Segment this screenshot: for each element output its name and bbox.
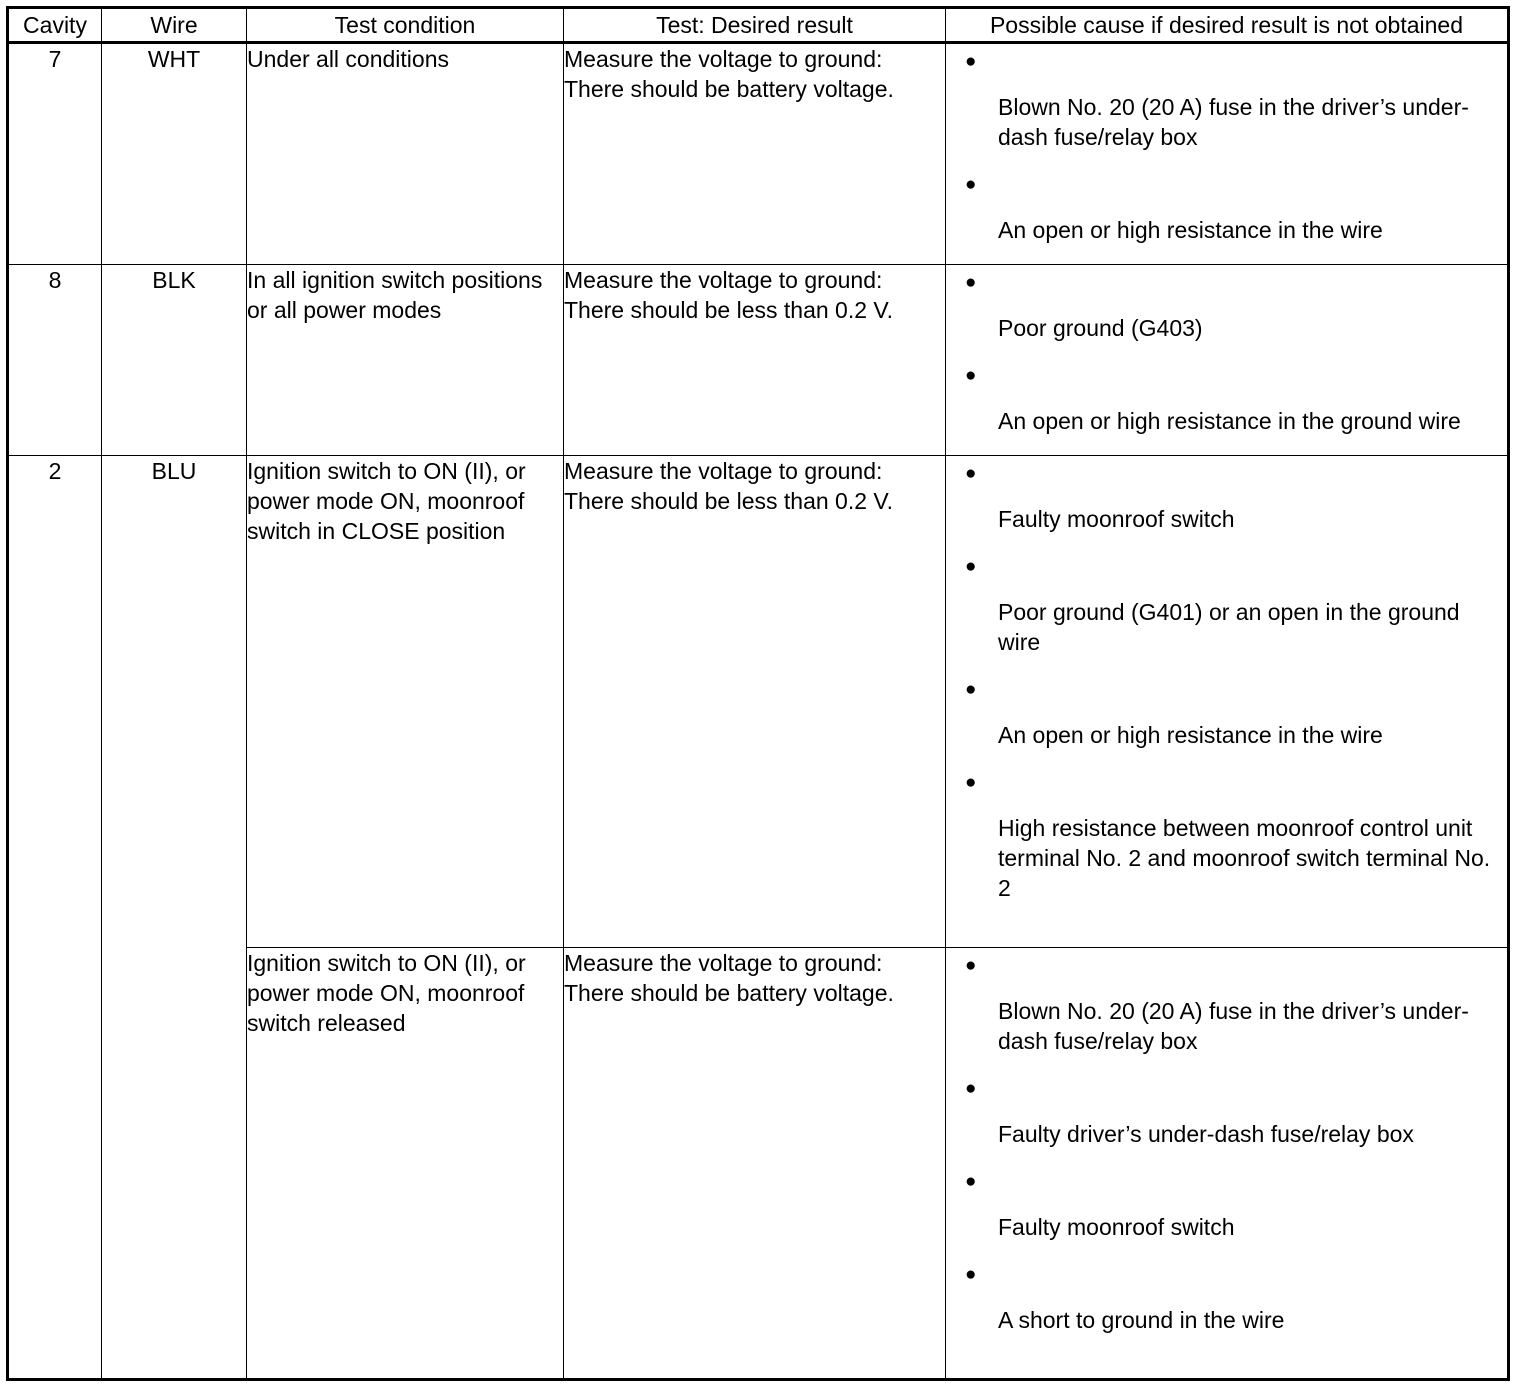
cause-item xyxy=(946,358,1507,436)
test-condition-cell: Ignition switch to ON (II), or power mode ON, moonroof switch in CLOSE position xyxy=(247,456,564,948)
bullet-icon: ● xyxy=(965,556,977,577)
bullet-icon: ● xyxy=(965,772,977,793)
table-header xyxy=(8,8,1509,43)
desired-result-cell: Measure the voltage to ground: There should be less than 0.2 V. xyxy=(564,456,946,948)
header-test-condition: Test condition xyxy=(247,8,564,43)
header-desired-result: Test: Desired result xyxy=(564,8,946,43)
cause-item xyxy=(946,672,1507,765)
bullet-icon: ● xyxy=(965,272,977,293)
cause-text: Blown No. 20 (20 A) fuse in the driver’s under-dash fuse/relay box xyxy=(998,94,1469,150)
diagnostic-table xyxy=(6,6,1510,1381)
cause-text: An open or high resistance in the wire xyxy=(998,217,1383,243)
possible-cause-cell xyxy=(946,265,1509,456)
cause-item xyxy=(946,1071,1507,1164)
cause-item xyxy=(946,167,1507,245)
cavity-cell: 2 xyxy=(8,456,102,1380)
cause-item xyxy=(946,456,1507,549)
cause-text: An open or high resistance in the wire xyxy=(998,722,1383,748)
wire-cell: WHT xyxy=(102,43,247,265)
possible-cause-cell xyxy=(946,948,1509,1380)
table-body xyxy=(8,43,1509,1380)
cause-text: Poor ground (G401) or an open in the ground wire xyxy=(998,599,1460,655)
table-row xyxy=(8,43,1509,265)
header-possible-cause: Possible cause if desired result is not obtained xyxy=(946,8,1509,43)
cause-item xyxy=(946,44,1507,167)
wire-cell: BLU xyxy=(102,456,247,1380)
bullet-icon: ● xyxy=(965,365,977,386)
desired-result-cell: Measure the voltage to ground: There should be battery voltage. xyxy=(564,948,946,1380)
bullet-icon: ● xyxy=(965,463,977,484)
bullet-icon: ● xyxy=(965,51,977,72)
bullet-icon: ● xyxy=(965,679,977,700)
bullet-icon: ● xyxy=(965,955,977,976)
bullet-icon: ● xyxy=(965,1078,977,1099)
cause-item xyxy=(946,765,1507,903)
cause-text: High resistance between moonroof control unit terminal No. 2 and moonroof switch terminal No. 2 xyxy=(998,815,1491,901)
wire-cell: BLK xyxy=(102,265,247,456)
test-condition-cell: Ignition switch to ON (II), or power mode ON, moonroof switch released xyxy=(247,948,564,1380)
cause-text: Faulty driver’s under-dash fuse/relay box xyxy=(998,1121,1414,1147)
cause-item xyxy=(946,265,1507,358)
cause-list xyxy=(946,456,1507,903)
test-condition-cell: In all ignition switch positions or all power modes xyxy=(247,265,564,456)
cause-item xyxy=(946,948,1507,1071)
cause-text: A short to ground in the wire xyxy=(998,1307,1285,1333)
header-wire: Wire xyxy=(102,8,247,43)
cause-list xyxy=(946,44,1507,245)
cause-text: An open or high resistance in the ground wire xyxy=(998,408,1461,434)
cause-item xyxy=(946,1257,1507,1335)
possible-cause-cell xyxy=(946,43,1509,265)
possible-cause-cell xyxy=(946,456,1509,948)
cavity-cell: 7 xyxy=(8,43,102,265)
table-row xyxy=(8,265,1509,456)
desired-result-cell: Measure the voltage to ground: There should be battery voltage. xyxy=(564,43,946,265)
cause-list xyxy=(946,265,1507,436)
cause-text: Faulty moonroof switch xyxy=(998,1214,1235,1240)
bullet-icon: ● xyxy=(965,174,977,195)
bullet-icon: ● xyxy=(965,1171,977,1192)
cause-text: Poor ground (G403) xyxy=(998,315,1203,341)
cavity-cell: 8 xyxy=(8,265,102,456)
cause-text: Blown No. 20 (20 A) fuse in the driver’s under-dash fuse/relay box xyxy=(998,998,1469,1054)
bullet-icon: ● xyxy=(965,1264,977,1285)
cause-text: Faulty moonroof switch xyxy=(998,506,1235,532)
table-row xyxy=(8,456,1509,948)
header-row xyxy=(8,8,1509,43)
test-condition-cell: Under all conditions xyxy=(247,43,564,265)
cause-item xyxy=(946,1164,1507,1257)
desired-result-cell: Measure the voltage to ground: There should be less than 0.2 V. xyxy=(564,265,946,456)
cause-item xyxy=(946,549,1507,672)
cause-list xyxy=(946,948,1507,1335)
header-cavity: Cavity xyxy=(8,8,102,43)
